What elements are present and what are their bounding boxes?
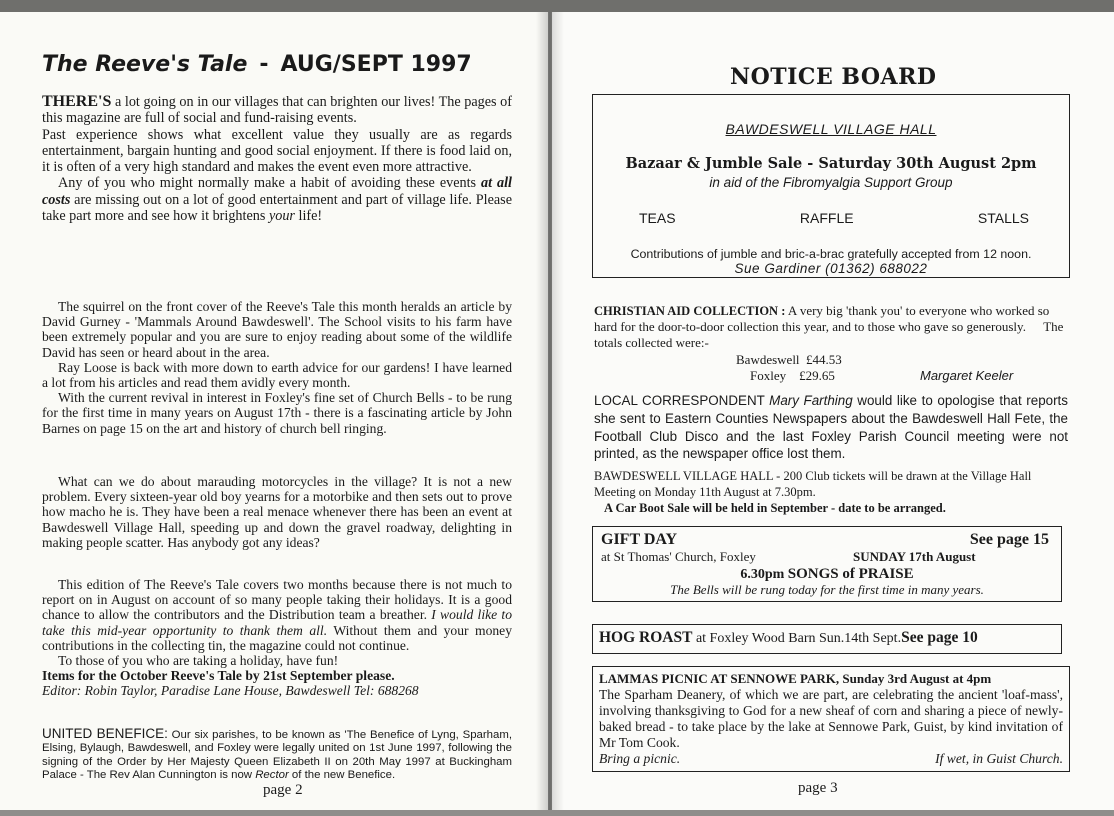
bazaar-attractions (639, 210, 1029, 226)
united-benefice-heading: UNITED BENEFICE: (42, 726, 168, 741)
gift-day-date: SUNDAY 17th August (853, 549, 976, 564)
lammas-wet-weather: If wet, in Guist Church. (935, 751, 1063, 766)
total-row-foxley: Foxley £29.65 (750, 368, 835, 383)
motorcycles-paragraph: What can we do about marauding motorcycles in the village? It is not a new problem. Every sixteen-year old boy yearns for a motorbike and then sets out to prove how macho he is. They have been a real menace whenever there has been an event at Bawdeswell Village Hall, speeding up and down the gravel roadway, delighting in making people scatter. Has anybody got any ideas? (42, 474, 512, 550)
holiday-line: To those of you who are taking a holiday, have fun! (58, 653, 339, 669)
item-raffle: RAFFLE (799, 210, 854, 226)
gift-day-title: GIFT DAY (601, 531, 678, 548)
christian-aid-heading: CHRISTIAN AID COLLECTION : (594, 304, 786, 318)
scanner-edge (0, 0, 1114, 12)
village-hall-bazaar-box (592, 94, 1070, 278)
right-page (552, 12, 1114, 810)
title-issue: AUG/SEPT 1997 (280, 52, 472, 77)
200-club-line: BAWDESWELL VILLAGE HALL - 200 Club tickets will be drawn at the Village Hall Meeting on Monday 11th August at 7.30pm. (594, 469, 1032, 500)
village-hall-heading: BAWDESWELL VILLAGE HALL (725, 121, 937, 137)
editor-line: Editor: Robin Taylor, Paradise Lane House, Bawdeswell Tel: 688268 (42, 683, 419, 699)
title-separator: - (259, 52, 269, 77)
total-row-bawdeswell: Bawdeswell £44.53 (736, 352, 842, 367)
intro-section (42, 94, 512, 224)
title-name: The Reeve's Tale (42, 52, 248, 77)
intro-paragraph-1: THERE'S a lot going on in our villages that can brighten our lives! The pages of this magazine are full of social and fund-raising events. (42, 93, 512, 127)
hog-roast-title: HOG ROAST (599, 629, 693, 646)
page-number-right: page 3 (798, 780, 838, 796)
bazaar-contact: Sue Gardiner (01362) 688022 (734, 261, 928, 276)
page-number-left: page 2 (263, 782, 303, 798)
deadline-line: Items for the October Reeve's Tale by 21st September please. (42, 668, 395, 684)
local-correspondent-notice: LOCAL CORRESPONDENT Mary Farthing would like to opologise that reports she sent to Eastern Counties Newspapers about the Bawdeswell Hall Fete, the Football Club Disco and the last Foxley Parish Council meeting were not printed, as the newspaper office lost them. (594, 393, 1068, 462)
intro-paragraph-3: Any of you who might normally make a habit of avoiding these events at all costs are missing out on a lot of good entertainment and part of village life. Please take part more and see how it brightens your life! (42, 175, 513, 225)
edition-paragraph: This edition of The Reeve's Tale covers two months because there is not much to report on in August on account of so many people taking their holidays. It is a good chance to allow the contributors and the Distribution team a breather. I would like to take this mid-year opportunity to thank them all. Without them and your money contributions in the collecting tin, the magazine could not continue. (42, 577, 513, 653)
jumble-contributions: Contributions of jumble and bric-a-brac gratefully accepted from 12 noon. (630, 247, 1032, 261)
motorcycles-section (42, 474, 512, 550)
gift-day-location: at St Thomas' Church, Foxley (601, 549, 756, 564)
edition-section (42, 577, 512, 699)
village-hall-200-club (594, 468, 1068, 517)
car-boot-sale-line: A Car Boot Sale will be held in September - date to be arranged. (604, 501, 946, 516)
gift-day-see-page: See page 15 (969, 531, 1049, 548)
christian-aid-signature: Margaret Keeler (920, 368, 1014, 383)
lammas-heading: LAMMAS PICNIC AT SENNOWE PARK, Sunday 3rd August at 4pm (599, 671, 992, 686)
hog-roast-see-page: See page 10 (901, 629, 978, 646)
intro-paragraph-2: Past experience shows what excellent value they usually are as regards entertainment, bargain hunting and good social enjoyment. If there is food laid on, it is often of a very high standard and makes the event even more attractive. (42, 126, 512, 176)
item-stalls: STALLS (977, 210, 1029, 226)
songs-of-praise: 6.30pm SONGS of PRAISE (740, 566, 914, 582)
gift-day-box (592, 526, 1062, 602)
church-bells-paragraph: With the current revival in interest in Foxley's fine set of Church Bells - to be rung for the first time in many years on August 17th - there is a fascinating article by John Barnes on page 15 on the art and history of church bell ringing. (42, 390, 512, 436)
lammas-picnic-box (592, 666, 1070, 772)
bells-note: The Bells will be rung today for the first time in many years. (670, 582, 984, 597)
left-page (0, 12, 548, 810)
lammas-body: The Sparham Deanery, of which we are part, are celebrating the ancient 'loaf-mass', involving thanksgiving to God for a new sheaf of corn and sharing a piece of newly-baked bread - to take place by the lake at Sennowe Park, Guist, by kind invitation of Mr Tom Cook. (599, 687, 1063, 750)
hog-roast-detail: at Foxley Wood Barn Sun.14th Sept. (692, 631, 902, 646)
book-spine (536, 12, 564, 810)
totals-intro: The totals collected were:- (594, 319, 1064, 351)
hog-roast-box (592, 624, 1062, 654)
magazine-title (42, 52, 512, 77)
item-teas: TEAS (639, 210, 676, 226)
lammas-bring-picnic: Bring a picnic. (599, 751, 681, 766)
bazaar-charity: in aid of the Fibromyalgia Support Group (709, 175, 953, 190)
bazaar-event: Bazaar & Jumble Sale - Saturday 30th August 2pm (625, 155, 1037, 172)
ray-loose-paragraph: Ray Loose is back with more down to earth advice for our gardens! I have learned a lot from his articles and read them avidly every month. (42, 359, 512, 391)
united-benefice-section: UNITED BENEFICE: Our six parishes, to be known as 'The Benefice of Lyng, Sparham, Elsing, Bylaugh, Bawdeswell, and Foxley were legally united on 1st June 1997, following the signing of the Order by Her Majesty Queen Elizabeth II on 20th May 1997 at Buckingham Palace - The Rev Alan Cunnington is now Rector of the new Benefice. (42, 726, 513, 782)
christian-aid-section: CHRISTIAN AID COLLECTION : A very big 'thank you' to everyone who worked so hard for the door-to-door collection this year, and to those who gave so generously. The totals collected were:- (594, 303, 1064, 351)
notice-board-title: NOTICE BOARD (730, 64, 937, 90)
squirrel-section (42, 299, 512, 436)
squirrel-paragraph: The squirrel on the front cover of the Reeve's Tale this month heralds an article by David Gurney - 'Mammals Around Bawdeswell'. The School visits to his farm have been extremely popular and you are sure to enjoy reading about some of the wildlife David has seen or heard about in the area. (42, 299, 512, 360)
